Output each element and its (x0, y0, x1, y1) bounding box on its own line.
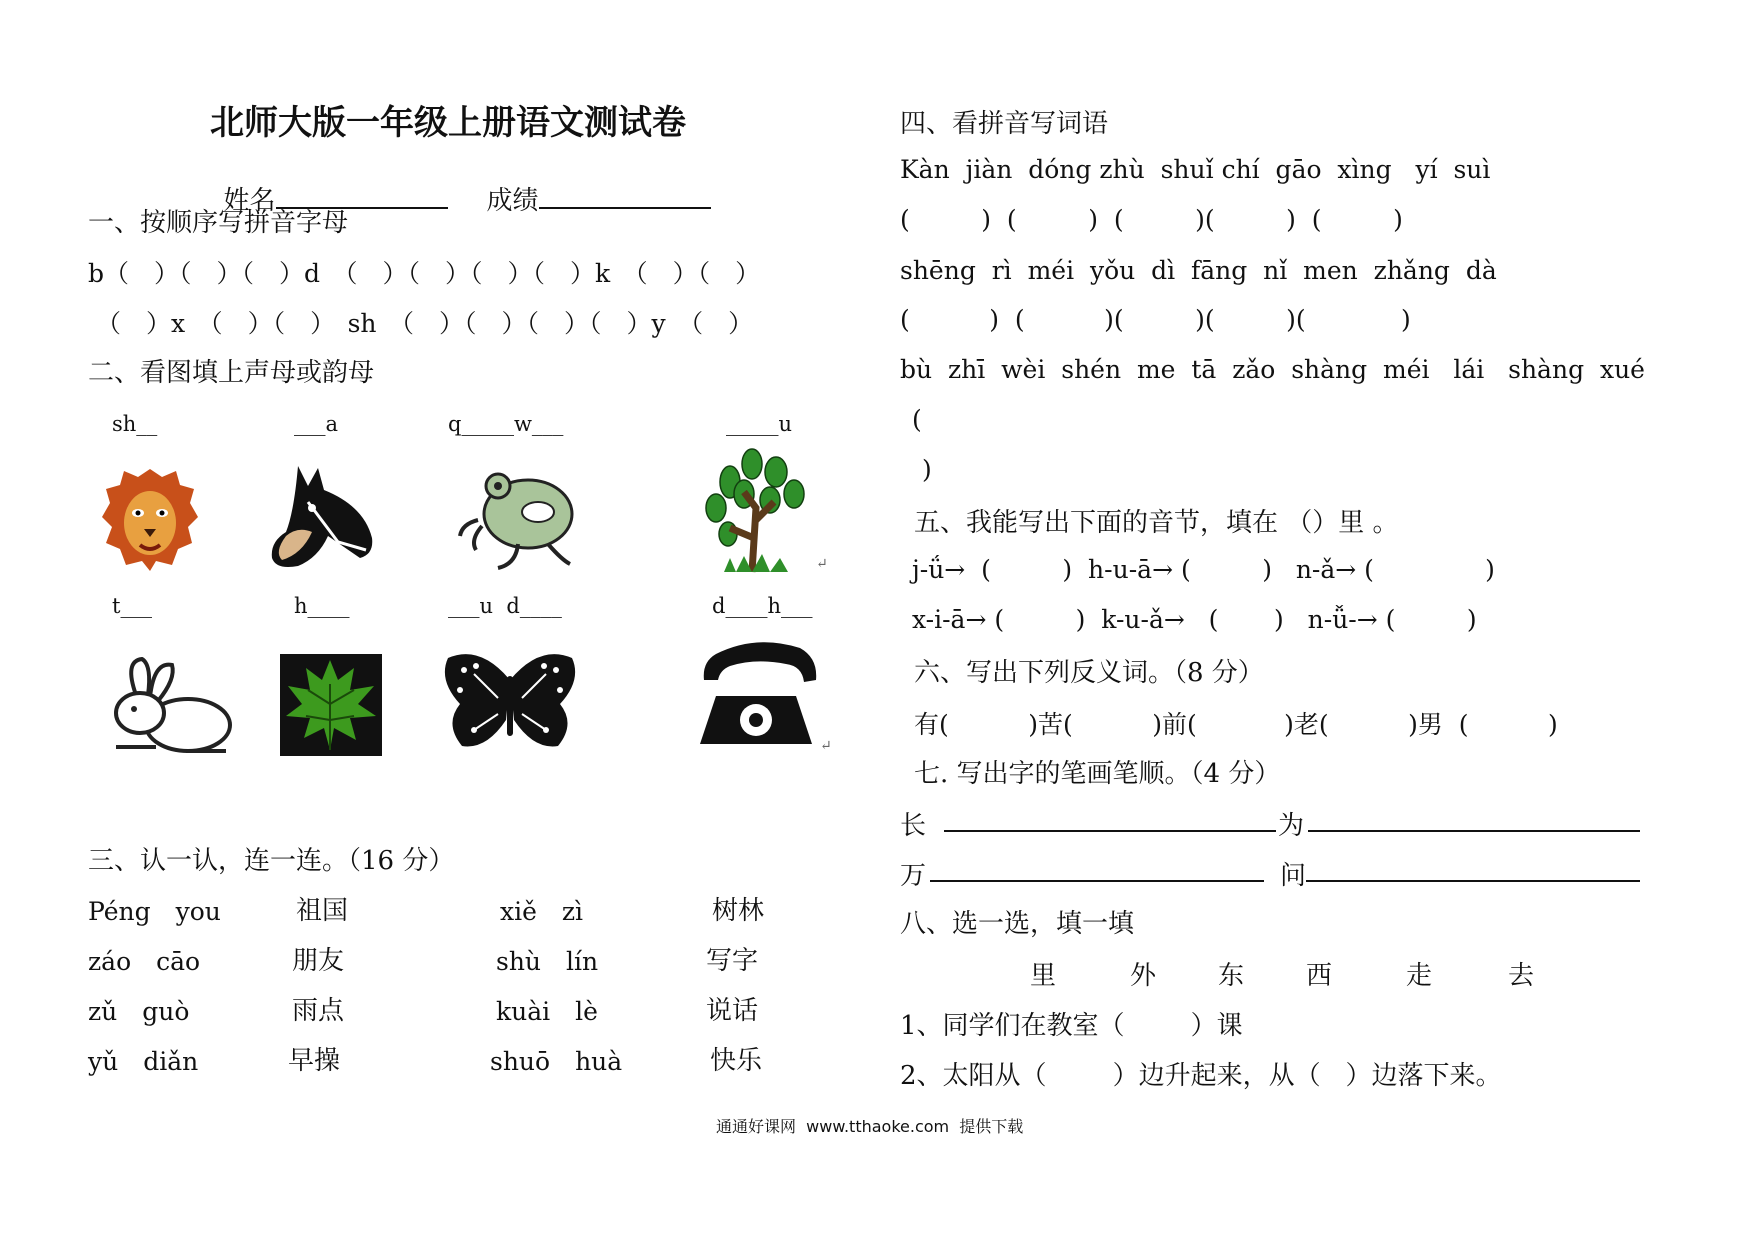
option-word: 去 (1508, 961, 1535, 991)
picture-label-butterfly: ___u d____ (448, 594, 562, 618)
matching-pinyin: xiě zì (500, 897, 584, 926)
antonym-row: 有( )苦( )前( )老( )男 ( ) (914, 710, 1558, 739)
matching-word: 快乐 (710, 1046, 763, 1076)
lion-picture (100, 465, 200, 575)
option-word: 东 (1218, 961, 1245, 991)
picture-label-tree: _____u (726, 412, 793, 436)
pinyin-line-2: shēng rì méi yǒu dì fāng nǐ men zhǎng dà (900, 256, 1497, 285)
stroke-char: 问 (1280, 861, 1307, 891)
section-8-heading: 八、选一选，填一填 (900, 909, 1135, 939)
section-6-heading: 六、写出下列反义词。（8 分） (914, 658, 1264, 688)
picture-label-rabbit: t___ (112, 594, 152, 618)
section-2-heading: 二、看图填上声母或韵母 (88, 358, 375, 388)
section-5-heading: 五、我能写出下面的音节，填在 （）里 。 (914, 508, 1399, 538)
matching-pinyin: shù lín (496, 947, 599, 976)
answer-paren-close[interactable]: ) (922, 455, 932, 484)
matching-word: 树林 (712, 896, 765, 926)
matching-word: 雨点 (292, 996, 345, 1026)
option-word: 西 (1306, 961, 1333, 991)
butterfly-picture (440, 650, 580, 754)
option-word: 走 (1406, 961, 1433, 991)
matching-pinyin: shuō huà (490, 1047, 623, 1076)
answer-parens-1[interactable]: ( ) ( ) ( )( ) ( ) (900, 205, 1403, 234)
paragraph-mark: ↵ (820, 738, 832, 754)
matching-pinyin: yǔ diǎn (88, 1047, 199, 1076)
section-1-row-1: b（ ）（ ）（ ）d （ ）（ ）（ ）（ ）k （ ）（ ） (88, 259, 761, 288)
section-1-row-2: （ ）x （ ）（ ） sh （ ）（ ）（ ）（ ）y （ ） (96, 309, 754, 338)
rabbit-picture (96, 655, 236, 759)
syllable-row-2: x-i-ā→ ( ) k-u-ǎ→ ( ) n-ǚ-→ ( ) (912, 605, 1477, 634)
picture-label-telephone: d____h___ (712, 594, 813, 618)
frog-picture (458, 460, 578, 572)
pinyin-line-3: bù zhī wèi shén me tā zǎo shàng méi lái shàng xué (900, 355, 1645, 384)
answer-paren-open[interactable]: ( (912, 405, 922, 434)
stroke-char: 万 (900, 861, 927, 891)
section-4-heading: 四、看拼音写词语 (900, 109, 1109, 139)
section-3-heading: 三、认一认，连一连。（16 分） (88, 846, 455, 876)
leaf-picture (280, 654, 382, 756)
fill-question-2: 2、太阳从（ ）边升起来，从（ ）边落下来。 (900, 1061, 1502, 1091)
pinyin-line-1: Kàn jiàn dóng zhù shuǐ chí gāo xìng yí suì (900, 155, 1491, 184)
stroke-char: 长 (900, 811, 927, 841)
matching-word: 早操 (288, 1046, 341, 1076)
matching-pinyin: kuài lè (496, 997, 598, 1026)
tree-picture (700, 448, 810, 576)
picture-label-lion: sh__ (112, 412, 158, 436)
matching-pinyin: Péng you (88, 897, 221, 926)
horse-picture (268, 462, 376, 574)
matching-word: 说话 (706, 996, 759, 1026)
stroke-answer-line[interactable] (1308, 830, 1640, 832)
matching-word: 写字 (706, 946, 759, 976)
answer-parens-2[interactable]: ( ) ( )( )( )( ) (900, 305, 1411, 334)
matching-word: 祖国 (296, 896, 349, 926)
paragraph-mark: ↵ (816, 556, 828, 572)
stroke-answer-line[interactable] (930, 880, 1264, 882)
page-title: 北师大版一年级上册语文测试卷 (210, 103, 686, 143)
option-word: 外 (1130, 961, 1157, 991)
footer-credit: 通通好课网 www.tthaoke.com 提供下载 (716, 1117, 1024, 1136)
matching-word: 朋友 (292, 946, 345, 976)
fill-question-1: 1、同学们在教室（ ）课 (900, 1011, 1243, 1041)
stroke-answer-line[interactable] (944, 830, 1276, 832)
section-7-heading: 七. 写出字的笔画笔顺。（4 分） (914, 759, 1281, 789)
stroke-answer-line[interactable] (1306, 880, 1640, 882)
score-field[interactable] (470, 150, 711, 217)
score-blank[interactable] (539, 181, 711, 209)
option-word: 里 (1030, 961, 1057, 991)
matching-pinyin: zǔ guò (88, 997, 190, 1026)
picture-label-frog: q_____w___ (448, 412, 564, 436)
name-label: 姓名 (223, 186, 276, 216)
picture-label-horse: ___a (294, 412, 339, 436)
score-label: 成绩 (486, 186, 539, 216)
stroke-char: 为 (1278, 811, 1305, 841)
syllable-row-1: j-ǘ→ ( ) h-u-ā→ ( ) n-ǎ→ ( ) (912, 555, 1495, 584)
section-1-heading: 一、按顺序写拼音字母 (88, 208, 349, 238)
matching-pinyin: záo cāo (88, 947, 201, 976)
telephone-picture (696, 640, 826, 756)
picture-label-leaf: h____ (294, 594, 350, 618)
